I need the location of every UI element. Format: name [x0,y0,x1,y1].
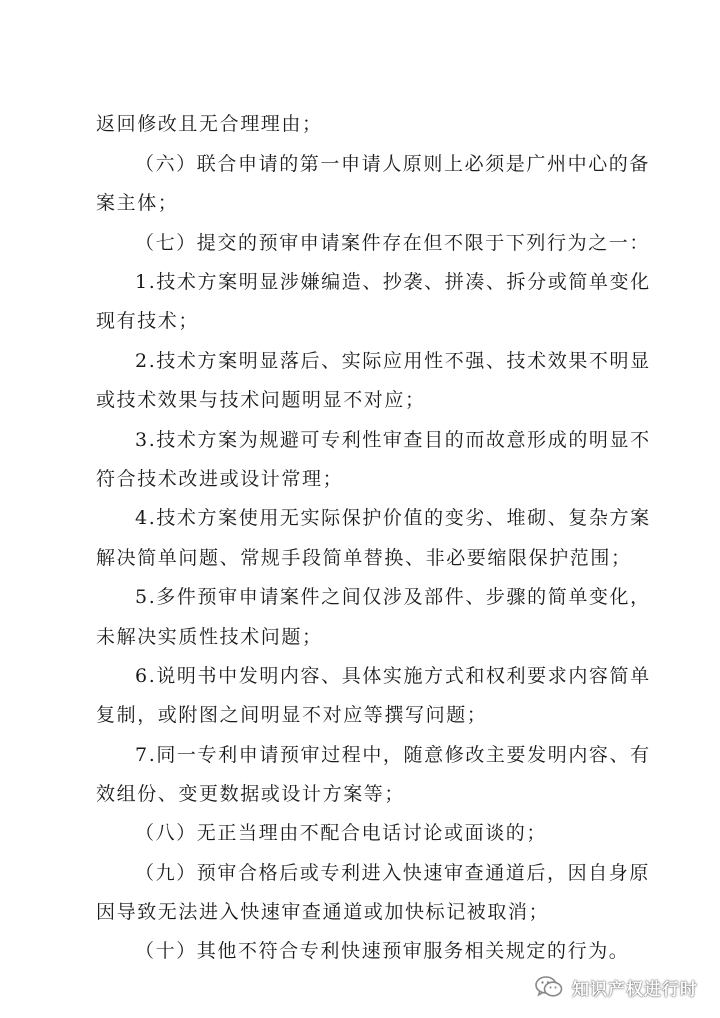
text-line: 5.多件预审申请案件之间仅涉及部件、步骤的简单变化， [135,586,651,608]
text-line: 返回修改且无合理理由； [96,113,323,135]
text-line: 1.技术方案明显涉嫌编造、抄袭、拼凑、拆分或简单变化 [135,271,651,293]
text-line: 案主体； [96,192,179,214]
text-line: 符合技术改进或设计常理； [96,468,344,490]
text-line: 因导致无法进入快速审查通道或加快标记被取消； [96,901,550,923]
text-line: （七）提交的预审申请案件存在但不限于下列行为之一： [135,232,651,254]
text-line: （八）无正当理由不配合电话讨论或面谈的； [135,822,548,844]
text-line: （六）联合申请的第一申请人原则上必须是广州中心的备 [135,153,651,175]
text-line: 效组份、变更数据或设计方案等； [96,783,406,805]
text-line: （九）预审合格后或专利进入快速审查通道后，因自身原 [135,862,651,884]
text-line: 2.技术方案明显落后、实际应用性不强、技术效果不明显 [135,350,651,372]
watermark-text: 知识产权进行时 [572,979,698,1000]
text-line: 复制，或附图之间明显不对应等撰写问题； [96,704,488,726]
text-line: 4.技术方案使用无实际保护价值的变劣、堆砌、复杂方案 [135,507,651,529]
watermark [534,974,698,1000]
text-line: 6.说明书中发明内容、具体实施方式和权利要求内容简单 [135,665,651,687]
wechat-icon [534,974,564,1000]
text-line: 未解决实质性技术问题； [96,626,323,648]
text-line: 或技术效果与技术问题明显不对应； [96,389,426,411]
text-line: 解决简单问题、常规手段简单替换、非必要缩限保护范围； [96,547,632,569]
text-line: 7.同一专利申请预审过程中，随意修改主要发明内容、有 [135,744,651,766]
text-line: 3.技术方案为规避可专利性审查目的而故意形成的明显不 [135,429,651,451]
text-line: 现有技术； [96,310,200,332]
text-line: （十）其他不符合专利快速预审服务相关规定的行为。 [135,940,630,962]
